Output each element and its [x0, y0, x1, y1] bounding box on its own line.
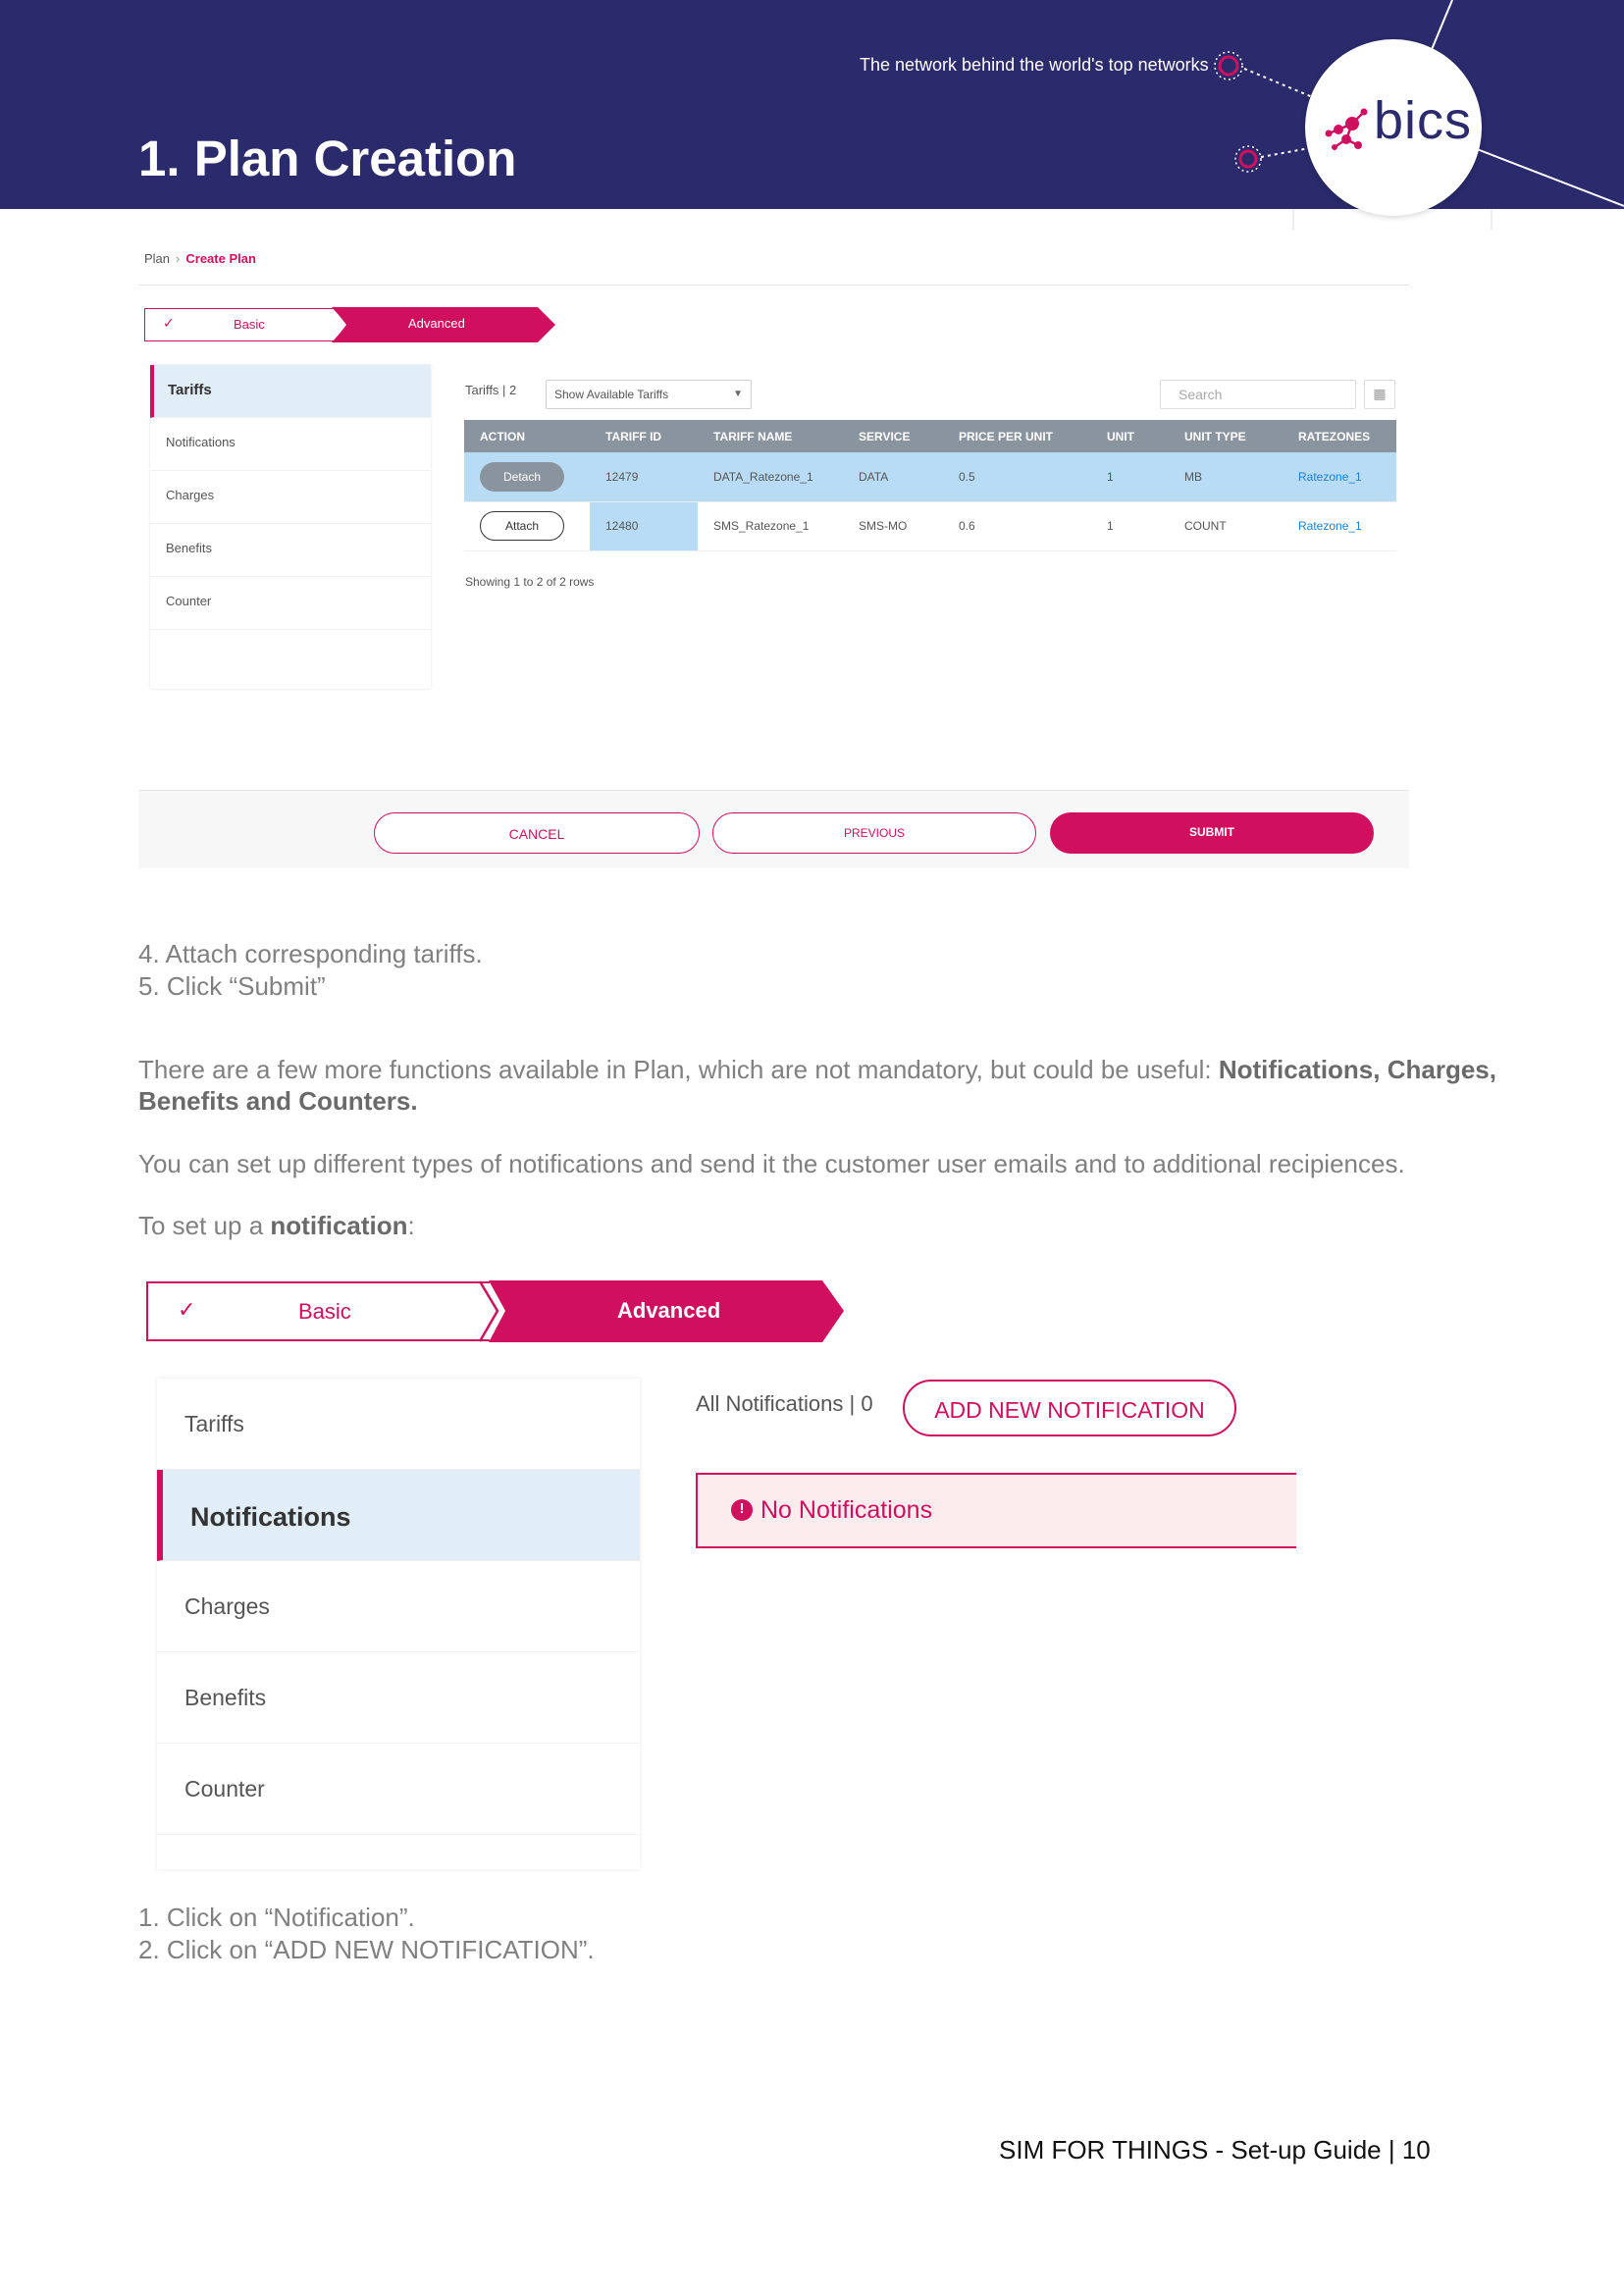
- table-cell: 12479: [590, 452, 698, 501]
- tariff-filter-value: Show Available Tariffs: [554, 388, 669, 401]
- search-input[interactable]: Search: [1160, 380, 1356, 409]
- form-footer: [138, 790, 1409, 868]
- page-title: 1. Plan Creation: [138, 130, 517, 186]
- page-footer: SIM FOR THINGS - Set-up Guide | 10: [999, 2135, 1431, 2165]
- divider: [138, 285, 1409, 286]
- sidebar-item-benefits[interactable]: Benefits: [157, 1652, 640, 1744]
- empty-notifications-text: No Notifications: [760, 1496, 933, 1524]
- column-header: ACTION: [464, 420, 590, 452]
- paragraph-setup: [138, 1210, 415, 1241]
- sidebar-item-tariffs[interactable]: Tariffs: [157, 1379, 640, 1470]
- sidebar-item-charges[interactable]: Charges: [157, 1561, 640, 1652]
- submit-button[interactable]: SUBMIT: [1050, 812, 1374, 854]
- attach-button[interactable]: Attach: [480, 511, 564, 541]
- table-cell: COUNT: [1169, 501, 1283, 550]
- plan-sidebar: [150, 365, 431, 689]
- table-cell: DATA_Ratezone_1: [698, 452, 843, 501]
- wizard-step-advanced-label: Advanced: [408, 316, 465, 331]
- table-cell: 1: [1091, 452, 1169, 501]
- calendar-icon[interactable]: ▦: [1364, 380, 1395, 409]
- paragraph-functions: [138, 1054, 1512, 1117]
- wizard-step-advanced[interactable]: [340, 308, 546, 341]
- check-icon: ✓: [178, 1297, 196, 1322]
- sidebar-item-counter[interactable]: Counter: [150, 577, 431, 630]
- step-5: 5. Click “Submit”: [138, 971, 326, 1001]
- breadcrumb-current: Create Plan: [185, 251, 256, 266]
- table-cell: 1: [1091, 501, 1169, 550]
- table-cell: 0.6: [943, 501, 1091, 550]
- check-icon: ✓: [163, 315, 175, 331]
- paragraph-functions-text: There are a few more functions available in Plan, which are not mandatory, but could be useful:: [138, 1055, 1219, 1084]
- plan-create-screenshot: [138, 235, 1409, 868]
- action-cell: [464, 501, 590, 550]
- sidebar-item-notifications[interactable]: Notifications: [157, 1470, 640, 1561]
- column-header: UNIT TYPE: [1169, 420, 1283, 452]
- pagination-info: Showing 1 to 2 of 2 rows: [465, 575, 595, 589]
- table-cell: 0.5: [943, 452, 1091, 501]
- step-2: 2. Click on “ADD NEW NOTIFICATION”.: [138, 1935, 595, 1964]
- sidebar-item-notifications[interactable]: Notifications: [150, 418, 431, 471]
- table-cell: DATA: [843, 452, 943, 501]
- column-header: RATEZONES: [1283, 420, 1396, 452]
- table-row[interactable]: [464, 501, 1396, 550]
- breadcrumb: [144, 251, 256, 266]
- table-row[interactable]: [464, 452, 1396, 501]
- previous-button[interactable]: PREVIOUS: [712, 812, 1036, 854]
- tariff-filter-select[interactable]: [546, 380, 752, 409]
- logo-text: bics: [1374, 91, 1473, 150]
- step-4: 4. Attach corresponding tariffs.: [138, 939, 483, 968]
- column-header: PRICE PER UNIT: [943, 420, 1091, 452]
- column-header: SERVICE: [843, 420, 943, 452]
- tagline: The network behind the world's top networks: [860, 55, 1209, 75]
- ratezone-link[interactable]: Ratezone_1: [1283, 452, 1396, 501]
- table-header-row: [464, 420, 1396, 452]
- action-cell: [464, 452, 590, 501]
- notifications-count: All Notifications | 0: [696, 1391, 873, 1416]
- wizard-step-basic[interactable]: [144, 308, 346, 341]
- bics-logo-icon: [1321, 102, 1380, 161]
- column-header: UNIT: [1091, 420, 1169, 452]
- step-1: 1. Click on “Notification”.: [138, 1903, 415, 1932]
- caret-down-icon: ▼: [733, 389, 743, 399]
- sidebar-item-counter[interactable]: Counter: [157, 1744, 640, 1835]
- table-cell: SMS-MO: [843, 501, 943, 550]
- column-header: TARIFF ID: [590, 420, 698, 452]
- paragraph-setup-end: :: [407, 1211, 415, 1240]
- ratezone-link[interactable]: Ratezone_1: [1283, 501, 1396, 550]
- exclamation-icon: !: [731, 1499, 753, 1521]
- add-new-notification-button[interactable]: ADD NEW NOTIFICATION: [903, 1380, 1236, 1436]
- table-cell: MB: [1169, 452, 1283, 501]
- wizard2-step-advanced-label: Advanced: [617, 1298, 721, 1323]
- cancel-button[interactable]: CANCEL: [374, 812, 700, 854]
- wizard-step-basic-label: Basic: [234, 317, 265, 332]
- plan-sidebar-large: [157, 1379, 640, 1869]
- sidebar-item-tariffs[interactable]: Tariffs: [150, 365, 431, 418]
- chevron-right-icon: ›: [176, 251, 181, 266]
- paragraph-functions-bold: Notifications, Charges, Benefits and Counters.: [138, 1055, 1496, 1116]
- wizard2-step-basic[interactable]: [146, 1281, 490, 1341]
- wizard2-step-basic-label: Basic: [298, 1299, 351, 1324]
- paragraph-notifications: You can set up different types of notifications and send it the customer user emails and to additional recipiences.: [138, 1149, 1405, 1178]
- sidebar-item-charges[interactable]: Charges: [150, 471, 431, 524]
- empty-notifications-alert: [696, 1473, 1296, 1548]
- table-cell: SMS_Ratezone_1: [698, 501, 843, 550]
- paragraph-setup-text: To set up a: [138, 1211, 271, 1240]
- column-header: TARIFF NAME: [698, 420, 843, 452]
- paragraph-setup-bold: notification: [270, 1211, 408, 1240]
- tariffs-table: [464, 420, 1396, 551]
- breadcrumb-root[interactable]: Plan: [144, 251, 171, 266]
- tariffs-count: Tariffs | 2: [465, 383, 517, 397]
- sidebar-item-benefits[interactable]: Benefits: [150, 524, 431, 577]
- detach-button[interactable]: Detach: [480, 462, 564, 492]
- table-cell: 12480: [590, 501, 698, 550]
